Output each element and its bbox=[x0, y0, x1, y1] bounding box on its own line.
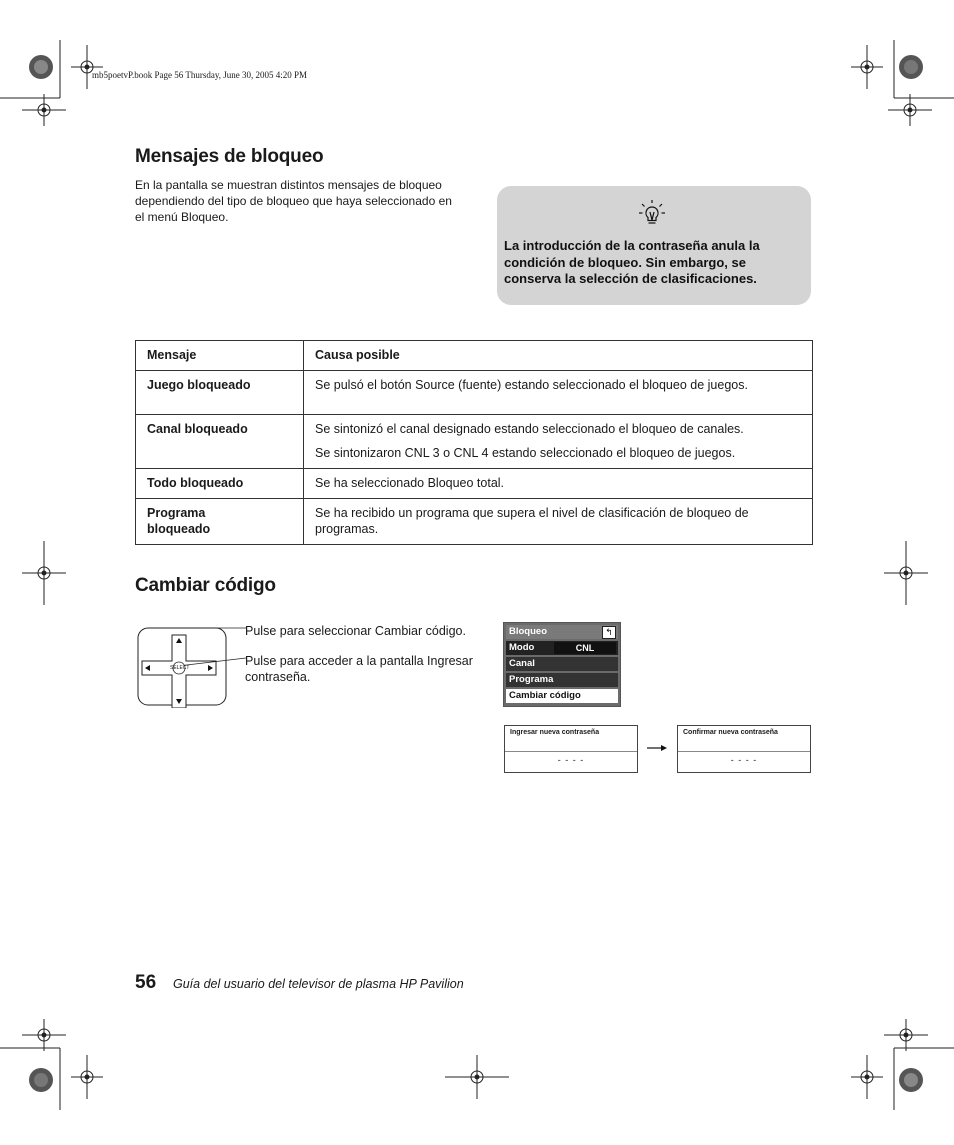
table-header-mensaje: Mensaje bbox=[136, 341, 304, 371]
new-password-label: Ingresar nueva contraseña bbox=[510, 729, 600, 736]
footer-title: Guía del usuario del televisor de plasma HP Pavilion bbox=[173, 977, 464, 991]
confirm-password-input[interactable]: - - - - bbox=[730, 755, 758, 765]
table-row bbox=[136, 415, 813, 469]
confirm-password-label: Confirmar nueva contraseña bbox=[683, 729, 778, 736]
table-row bbox=[136, 499, 813, 545]
table-row bbox=[136, 371, 813, 415]
tip-text: La introducción de la contraseña anula la condición de bloqueo. Sin embargo, se conserva la selección de clasificaciones. bbox=[504, 238, 760, 286]
table-header-causa: Causa posible bbox=[304, 341, 813, 371]
confirm-password-screen bbox=[677, 725, 811, 773]
instruction-select: Pulse para seleccionar Cambiar código. bbox=[245, 624, 466, 638]
table-cell-mensaje: Todo bloqueado bbox=[136, 469, 304, 499]
table-cell-mensaje: Canal bloqueado bbox=[136, 415, 304, 469]
cause-text: Se ha recibido un programa que supera el nivel de clasificación de bloqueo de programas. bbox=[315, 506, 749, 536]
bloqueo-menu bbox=[503, 622, 621, 707]
cause-text: Se sintonizó el canal designado estando seleccionado el bloqueo de canales. bbox=[315, 422, 744, 436]
remote-dpad-diagram bbox=[136, 622, 246, 708]
page-number: 56 bbox=[135, 972, 157, 993]
new-password-input[interactable]: - - - - bbox=[557, 755, 585, 765]
arrow-right-icon bbox=[646, 743, 668, 753]
menu-item-canal[interactable]: Canal bbox=[506, 657, 618, 671]
table-cell-causa bbox=[304, 415, 813, 469]
lock-messages-table bbox=[135, 340, 813, 545]
table-header-row bbox=[136, 341, 813, 371]
menu-title: Bloqueo bbox=[506, 625, 618, 639]
cause-text: Se sintonizaron CNL 3 o CNL 4 estando seleccionado el bloqueo de juegos. bbox=[315, 446, 736, 460]
mode-value: CNL bbox=[554, 642, 616, 654]
section-title-mensajes: Mensajes de bloqueo bbox=[135, 146, 324, 167]
return-arrow-icon[interactable]: ↰ bbox=[602, 626, 616, 639]
table-row bbox=[136, 469, 813, 499]
print-header-meta: mb5poetvP.book Page 56 Thursday, June 30, 2005 4:20 PM bbox=[92, 70, 307, 80]
instruction-enter: Pulse para acceder a la pantalla Ingresar contraseña. bbox=[245, 654, 473, 684]
menu-item-cambiar-codigo[interactable]: Cambiar código bbox=[506, 689, 618, 703]
menu-item-programa[interactable]: Programa bbox=[506, 673, 618, 687]
table-cell-causa bbox=[304, 469, 813, 499]
table-cell-mensaje: Programa bloqueado bbox=[136, 499, 304, 545]
section-title-cambiar-codigo: Cambiar código bbox=[135, 575, 276, 596]
cause-text: Se ha seleccionado Bloqueo total. bbox=[315, 476, 505, 490]
lightbulb-icon bbox=[636, 198, 668, 230]
table-cell-mensaje: Juego bloqueado bbox=[136, 371, 304, 415]
select-button-label: SELECT bbox=[170, 665, 190, 671]
intro-paragraph: En la pantalla se muestran distintos mensajes de bloqueo dependiendo del tipo de bloqueo que haya seleccionado en el menú Bloqueo. bbox=[135, 178, 452, 224]
table-cell-causa bbox=[304, 499, 813, 545]
menu-item-label: Modo bbox=[509, 642, 535, 653]
table-cell-causa bbox=[304, 371, 813, 415]
new-password-screen bbox=[504, 725, 638, 773]
cause-text: Se pulsó el botón Source (fuente) estando seleccionado el bloqueo de juegos. bbox=[315, 378, 748, 392]
